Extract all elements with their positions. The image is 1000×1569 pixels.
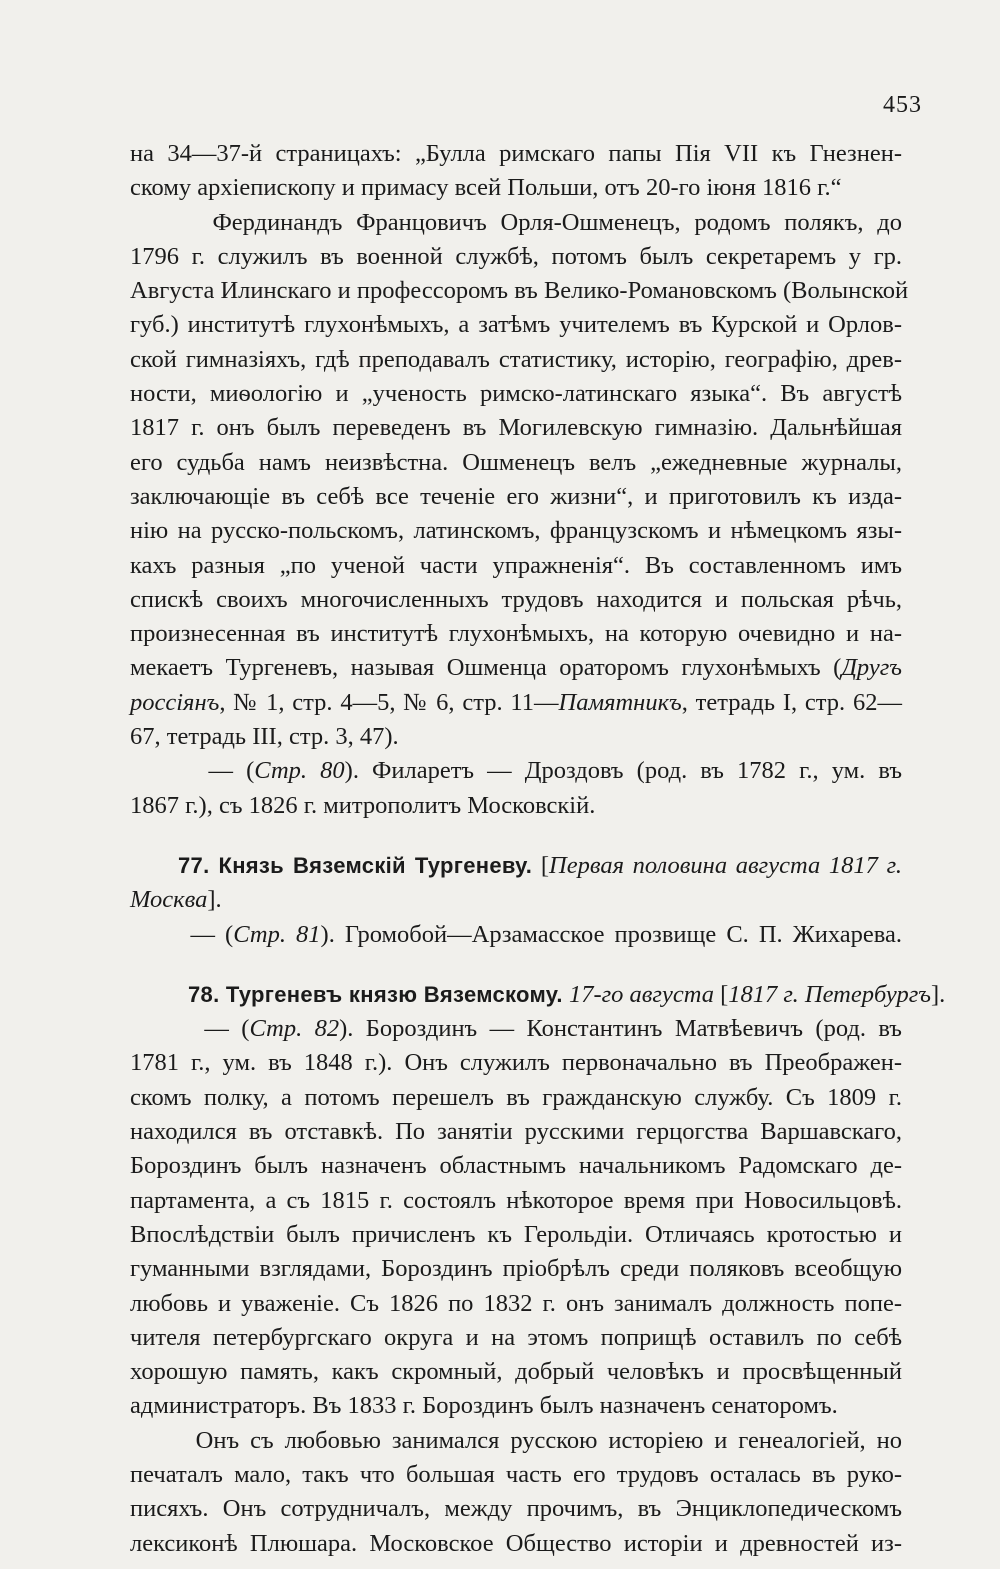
text-line: хорошую память, какъ скромный, добрый человѣкъ и просвѣщенный	[130, 1358, 902, 1386]
text-line: скомъ полку, а потомъ перешелъ въ гражданскую службу. Съ 1809 г.	[130, 1083, 902, 1111]
text-span: [	[720, 980, 729, 1008]
text-line: скому архіепископу и примасу всей Польши, отъ 20-го іюня 1816 г.“	[130, 174, 842, 202]
text-line: лексиконѣ Плюшара. Московское Общество исторіи и древностей из-	[130, 1529, 902, 1557]
text-line: заключающіе въ себѣ все теченіе его жизни“, и приготовилъ къ изда-	[130, 482, 902, 510]
text-span: ). Филаретъ — Дроздовъ (род. въ 1782 г., ум. въ	[344, 757, 902, 785]
text-line: произнесенная въ институтѣ глухонѣмыхъ, на которую очевидно и на-	[130, 620, 902, 648]
text-span: — (	[130, 920, 234, 948]
letter-date: Первая половина августа 1817 г.	[549, 851, 902, 879]
text-line: 1781 г., ум. въ 1848 г.). Онъ служилъ первоначально въ Преображен-	[130, 1049, 902, 1077]
text-span: ].	[931, 980, 946, 1008]
text-line	[130, 918, 902, 952]
text-line: писяхъ. Онъ сотрудничалъ, между прочимъ, въ Энциклопедическомъ	[130, 1495, 902, 1523]
text-line: ности, миѳологію и „ученость римско-латинскаго языка“. Въ августѣ	[130, 380, 902, 408]
text-line: партамента, а съ 1815 г. состоялъ нѣкоторое время при Новосильцовѣ.	[130, 1186, 902, 1214]
letter-place: Москва	[130, 886, 208, 914]
text-span: [	[532, 851, 550, 879]
text-line: спискѣ своихъ многочисленныхъ трудовъ находится и польская рѣчь,	[130, 585, 902, 613]
journal-title: Памятникъ	[558, 688, 682, 716]
text-span: , тетрадь I, стр. 62—	[681, 688, 902, 716]
text-line: кахъ разныя „по ученой части упражненія“. Въ составленномъ имъ	[130, 551, 902, 579]
text-line: на 34—37-й страницахъ: „Булла римскаго папы Пія VII къ Гнезнен-	[130, 140, 902, 167]
section-78-heading-line	[130, 978, 946, 1012]
text-span: мекаетъ Тургеневъ, называя Ошменца ораторомъ глухонѣмыхъ (	[130, 654, 842, 682]
text-span: , № 1, стр. 4—5, № 6, стр. 11—	[219, 688, 559, 716]
letter-place: 1817 г. Петербургъ	[728, 980, 932, 1008]
page-ref: Стр. 82	[249, 1015, 340, 1043]
text-line: 67, тетрадь III, стр. 3, 47).	[130, 723, 399, 751]
section-heading: 77. Князь Вяземскій Тургеневу.	[178, 852, 533, 878]
page-ref: Стр. 80	[254, 757, 345, 785]
text-span: ].	[207, 886, 222, 914]
text-line: губ.) институтѣ глухонѣмыхъ, а затѣмъ учителемъ въ Курской и Орлов-	[130, 311, 902, 339]
text-line: 1867 г.), съ 1826 г. митрополитъ Московскій.	[130, 791, 596, 819]
journal-title: россіянъ	[130, 688, 220, 716]
text-span: ). Бороздинъ — Константинъ Матвѣевичъ (род. въ	[339, 1015, 902, 1043]
spacer	[130, 952, 902, 978]
letter-date: 17-го августа	[562, 980, 721, 1008]
page-text	[130, 137, 946, 1561]
text-span: — (	[130, 1015, 250, 1043]
text-line: любовь и уваженіе. Съ 1826 по 1832 г. онъ занималъ должность попе-	[130, 1289, 902, 1317]
text-line: находился въ отставкѣ. По занятіи русскими герцогства Варшавскаго,	[130, 1118, 902, 1146]
text-line	[130, 754, 902, 788]
text-line: Августа Илинскаго и профессоромъ въ Велико-Романовскомъ (Волынской	[130, 277, 909, 305]
text-line: его судьба намъ неизвѣстна. Ошменецъ велъ „ежедневные журналы,	[130, 448, 902, 476]
text-line: Онъ съ любовью занимался русскою исторіею и генеалогіей, но	[130, 1426, 902, 1454]
text-line: ской гимназіяхъ, гдѣ преподавалъ статистику, исторію, географію, древ-	[130, 345, 902, 373]
text-line: 1796 г. служилъ въ военной службѣ, потомъ былъ секретаремъ у гр.	[130, 242, 902, 270]
section-heading: 78. Тургеневъ князю Вяземскому.	[188, 981, 563, 1007]
text-line: чителя петербургскаго округа и на этомъ поприщѣ оставилъ по себѣ	[130, 1323, 902, 1351]
text-line: Фердинандъ Францовичъ Орля-Ошменецъ, родомъ полякъ, до	[130, 208, 902, 236]
text-line: нію на русско-польскомъ, латинскомъ, французскомъ и нѣмецкомъ язы-	[130, 517, 902, 545]
text-line: администраторъ. Въ 1833 г. Бороздинъ былъ назначенъ сенаторомъ.	[130, 1392, 838, 1420]
text-line	[130, 686, 902, 720]
page-number: 453	[883, 92, 922, 118]
text-line: Впослѣдствіи былъ причисленъ къ Герольдіи. Отличаясь кротостью и	[130, 1220, 902, 1248]
text-line: печаталъ мало, такъ что большая часть его трудовъ осталась въ руко-	[130, 1460, 902, 1488]
text-span: — (	[130, 757, 255, 785]
text-line: Бороздинъ былъ назначенъ областнымъ начальникомъ Радомскаго де-	[130, 1152, 902, 1180]
text-line	[130, 651, 902, 685]
text-span: ). Громобой—Арзамасское прозвище С. П. Жихарева.	[320, 920, 902, 948]
page-ref: Стр. 81	[233, 920, 321, 948]
spacer	[130, 823, 902, 849]
journal-title: Другъ	[841, 654, 902, 682]
text-line: гуманными взглядами, Бороздинъ пріобрѣлъ среди поляковъ всеобщую	[130, 1255, 902, 1283]
text-line: 1817 г. онъ былъ переведенъ въ Могилевскую гимназію. Дальнѣйшая	[130, 414, 902, 442]
text-line	[130, 883, 902, 917]
text-line	[130, 1012, 902, 1046]
section-77-heading-line	[130, 849, 902, 883]
